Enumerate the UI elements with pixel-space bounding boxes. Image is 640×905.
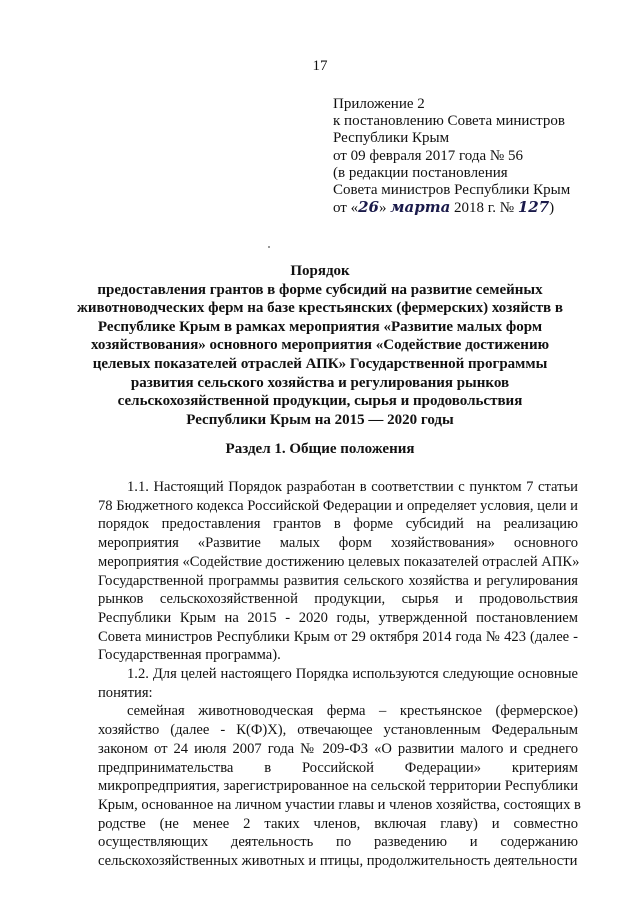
body-line: родстве (не менее 2 таких членов, включая главу) и совместно — [98, 815, 578, 832]
handwritten-month: марта — [390, 198, 451, 217]
body-line: Совета министров Республики Крым от 29 октября 2014 года № 423 (далее - — [98, 628, 578, 645]
body-text — [98, 478, 581, 871]
date-suffix: ) — [549, 200, 555, 217]
appendix-line: Совета министров Республики Крым — [333, 182, 571, 199]
body-line: семейная животноводческая ферма – крестьянское (фермерское) — [127, 703, 578, 720]
title-heading: Порядок — [290, 263, 350, 279]
date-mid: » — [378, 200, 391, 217]
appendix-line: к постановлению Совета министров — [333, 113, 565, 130]
date-year: 2018 г. № — [450, 200, 518, 217]
body-line: предпринимательства в Российской Федерации» критериям — [98, 759, 578, 776]
appendix-line: (в редакции постановления — [333, 164, 508, 181]
handwritten-day: 26 — [358, 198, 379, 217]
body-line: 1.1. Настоящий Порядок разработан в соответствии с пунктом 7 статьи — [127, 479, 578, 495]
body-line: мероприятия «Развитие малых форм хозяйствования» основного — [98, 535, 578, 552]
title-line: предоставления грантов в форме субсидий на развитие семейных — [97, 281, 543, 298]
scan-speck — [268, 246, 270, 248]
body-line: порядок предоставления грантов в форме субсидий на реализацию — [98, 516, 578, 533]
title-line: Республике Крым в рамках мероприятия «Развитие малых форм — [97, 318, 543, 335]
body-line: рынков сельскохозяйственной продукции, сырья и продовольствия — [98, 591, 578, 608]
appendix-block — [333, 96, 623, 217]
body-line: Государственной программы развития сельского хозяйства и регулирования — [98, 572, 578, 589]
title-line: хозяйствования» основного мероприятия «Содействие достижению — [90, 337, 550, 354]
title-line: животноводческих ферм на базе крестьянских (фермерских) хозяйств в — [76, 300, 564, 317]
appendix-line: Республики Крым — [333, 130, 450, 147]
body-line: сельскохозяйственных животных и птицы, продолжительность деятельности — [98, 853, 578, 870]
handwritten-number: 127 — [517, 198, 550, 217]
date-prefix: от « — [333, 200, 359, 217]
body-line: Республики Крым на 2015 - 2020 годы, утвержденной постановлением — [98, 609, 578, 626]
body-line: микропредприятия, зарегистрированное на сельской территории Республики — [98, 778, 578, 795]
title-line: сельскохозяйственной продукции, сырья и продовольствия — [117, 393, 523, 410]
title-line: развития сельского хозяйства и регулирования рынков — [130, 374, 510, 391]
title-line: Республики Крым на 2015 — 2020 годы — [186, 411, 454, 428]
body-line: Государственная программа). — [98, 647, 281, 664]
body-line: хозяйство (далее - К(Ф)Х), отвечающее установленным Федеральным — [98, 722, 578, 739]
body-line: 1.2. Для целей настоящего Порядка используются следующие основные — [127, 666, 578, 683]
body-line: 78 Бюджетного кодекса Российской Федерации и определяет условия, цели и — [98, 497, 578, 514]
body-line: осуществляющих деятельность по разведению и содержанию — [98, 834, 578, 851]
page-number: 17 — [312, 58, 328, 74]
body-line: понятия: — [98, 684, 153, 701]
section-title: Раздел 1. Общие положения — [225, 441, 415, 457]
appendix-line: Приложение 2 — [333, 96, 425, 112]
body-line: мероприятия «Содействие достижению целевых показателей отраслей АПК» — [98, 553, 580, 570]
amendment-date-line — [333, 199, 623, 217]
body-line: законом от 24 июля 2007 года № 209-ФЗ «О развитии малого и среднего — [98, 740, 578, 757]
title-line: целевых показателей отраслей АПК» Государственной программы — [92, 355, 548, 372]
body-line: Крым, основанное на личном участии главы и членов хозяйства, состоящих в — [98, 796, 581, 813]
document-title — [62, 262, 578, 429]
appendix-line: от 09 февраля 2017 года № 56 — [333, 147, 523, 164]
